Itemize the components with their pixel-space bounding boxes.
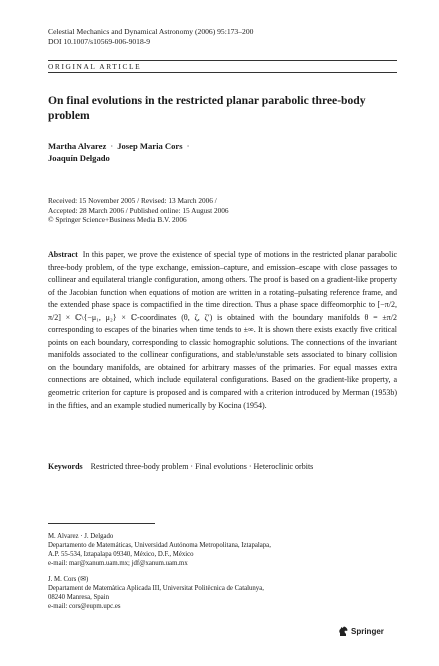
keywords-text: Restricted three-body problem · Final evolutions · Heteroclinic orbits	[90, 462, 314, 471]
abstract-text: In this paper, we prove the existence of special type of motions in the restricted planar parabolic three-body problem, of the type exchange, emission–capture, and emission–escape with close passages to collinear and equilateral triangle configuration, among others. The proof is based on a gradient-like property of the Jacobian function when equations of motion are written in a rotating–pulsating reference frame, and the extended phase space is compactified in the time direction. Thus a phase space diffeomorphic to [−π/2, π/2] × ℂ\{−μ₁, μ₂} × ℂ-coordinates (θ, ζ, ζ′) is obtained with the boundary manifolds θ = ±π/2 corresponding to escapes of the binaries when time tends to ±∞. It is shown there exists exactly five critical points on each boundary, corresponding to classic homographic solutions. The connections of the invariant manifolds associated to the collinear configurations, and stable/unstable sets associated to binary collision on the boundary manifolds, are obtained for arbitrary masses of the primaries. For equal masses extra connections are obtained, which include equilateral configurations. Based on the gradient-like property, a geometric criterion for capture is proposed and is compared with a criterion introduced by Merman (1953b) in the fifties, and an example studied numerically by Kocina (1954).	[48, 250, 397, 410]
copyright-notice: © Springer Science+Business Media B.V. 2006	[48, 215, 187, 225]
keywords-label: Keywords	[48, 462, 83, 471]
author-separator: ·	[186, 141, 190, 151]
dates-accepted: Accepted: 28 March 2006 / Published online: 15 August 2006	[48, 205, 229, 215]
publication-dates	[48, 196, 388, 225]
author-name: Martha Alvarez	[48, 141, 107, 151]
keywords	[48, 461, 397, 472]
abstract-label: Abstract	[48, 250, 78, 259]
affiliation-address: A.P. 55-534, Iztapalapa 09340, México, D.F., México	[48, 550, 194, 558]
affiliation-block	[48, 576, 388, 612]
doi: DOI 10.1007/s10569-006-9018-9	[48, 37, 151, 46]
affiliation-address: 08240 Manresa, Spain	[48, 593, 109, 601]
author-name: Joaquín Delgado	[48, 153, 110, 163]
author-name: Josep Maria Cors	[117, 141, 183, 151]
abstract	[48, 249, 397, 412]
affiliation-names: M. Alvarez · J. Delgado	[48, 533, 114, 540]
publisher-name: Springer	[351, 626, 384, 636]
journal-citation: Celestial Mechanics and Dynamical Astronomy (2006) 95:173–200	[48, 27, 254, 36]
paper-title: On final evolutions in the restricted planar parabolic three-body problem	[48, 94, 366, 122]
journal-header	[48, 27, 408, 47]
springer-knight-icon	[338, 625, 349, 637]
author-list	[48, 140, 388, 164]
author-separator: ·	[110, 141, 114, 151]
affiliation-names: J. M. Cors (✉)	[48, 576, 89, 583]
dates-received: Received: 15 November 2005 / Revised: 13 March 2006 /	[48, 196, 217, 205]
footnote-divider	[48, 523, 155, 524]
affiliation-email[interactable]: e-mail: mar@xanum.uam.mx; jdf@xanum.uam.mx	[48, 559, 188, 567]
affiliation-department: Departament de Matemàtica Aplicada III, Universitat Politècnica de Catalunya,	[48, 584, 264, 592]
article-type-label: ORIGINAL ARTICLE	[48, 61, 142, 71]
affiliation-email[interactable]: e-mail: cors@eupm.upc.es	[48, 602, 121, 610]
article-type-bar	[48, 60, 397, 73]
affiliation-department: Departamento de Matemáticas, Universidad Autónoma Metropolitana, Iztapalapa,	[48, 541, 271, 549]
affiliation-block	[48, 533, 388, 569]
publisher-logo	[338, 625, 384, 637]
